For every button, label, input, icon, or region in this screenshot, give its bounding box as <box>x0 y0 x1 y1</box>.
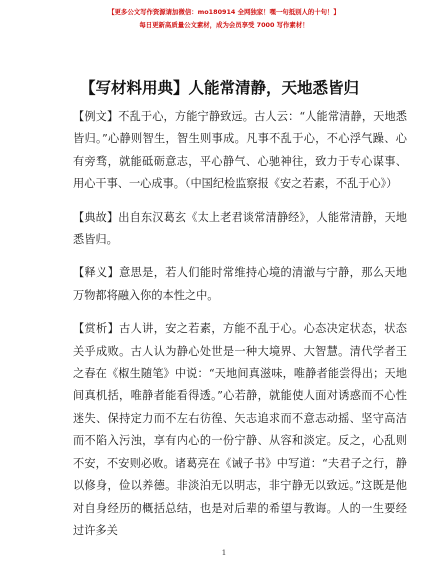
section-text: 不乱于心，方能宁静致远。古人云：“人能常清静，天地悉皆归。”心静则智生，智生则事成。凡事不乱于心，不心浮气躁、心有旁骛，就能砥砺意志，平心静气、心驰神往，致力于专心谋事、用心干事、一心成事。（中国纪检监察报《安之若素，不乱于心》） <box>73 110 407 191</box>
promo-banner <box>0 8 448 30</box>
section-text: 意思是，若人们能时常维持心境的清澈与宁静，那么天地万物都将融入你的本性之中。 <box>73 266 407 302</box>
section-label: 【典故】 <box>73 210 119 224</box>
section-example <box>73 106 407 196</box>
section-label: 【赏析】 <box>73 322 120 336</box>
section-appreciation <box>73 318 407 542</box>
article-body <box>73 106 407 553</box>
article-title: 【写材料用典】人能常清静，天地悉皆归 <box>80 79 360 97</box>
promo-line-1: 【更多公文写作资源请加微信：mo180914 全网独家！嘿一句抵别人的十句！】 <box>108 8 340 16</box>
section-text: 出自东汉葛玄《太上老君谈常清静经》，人能常清静，天地悉皆归。 <box>73 210 407 247</box>
section-text: 古人讲，安之若素，方能不乱于心。心态决定状态，状态关乎成败。古人认为静心处世是一种大境界、大智慧。清代学者王之春在《椒生随笔》中说：“天地间真滋味，唯静者能尝得出；天地间真机括，唯静者能看得透。”心若静，就能使人面对诱惑而不心性迷失、保持定力而不左右彷徨、矢志追求而不意志动摇、坚守高洁而不陷入污浊，享有内心的一份宁静、从容和淡定。反之，心乱则不安，不安则必败。诸葛亮在《诫子书》中写道：“夫君子之行，静以修身，俭以养德。非淡泊无以明志，非宁静无以致远。”这既是他对自身经历的概括总结，也是对后辈的希望与教诲。人的一生要经过许多关 <box>73 322 407 537</box>
page-number: 1 <box>221 548 227 557</box>
section-label: 【释义】 <box>73 266 120 280</box>
section-label: 【例文】 <box>73 110 119 123</box>
promo-line-2: 每日更新高质量公文素材，成为会员享受 7000 写作素材！ <box>139 21 309 29</box>
section-source <box>73 207 407 252</box>
section-meaning <box>73 262 407 307</box>
